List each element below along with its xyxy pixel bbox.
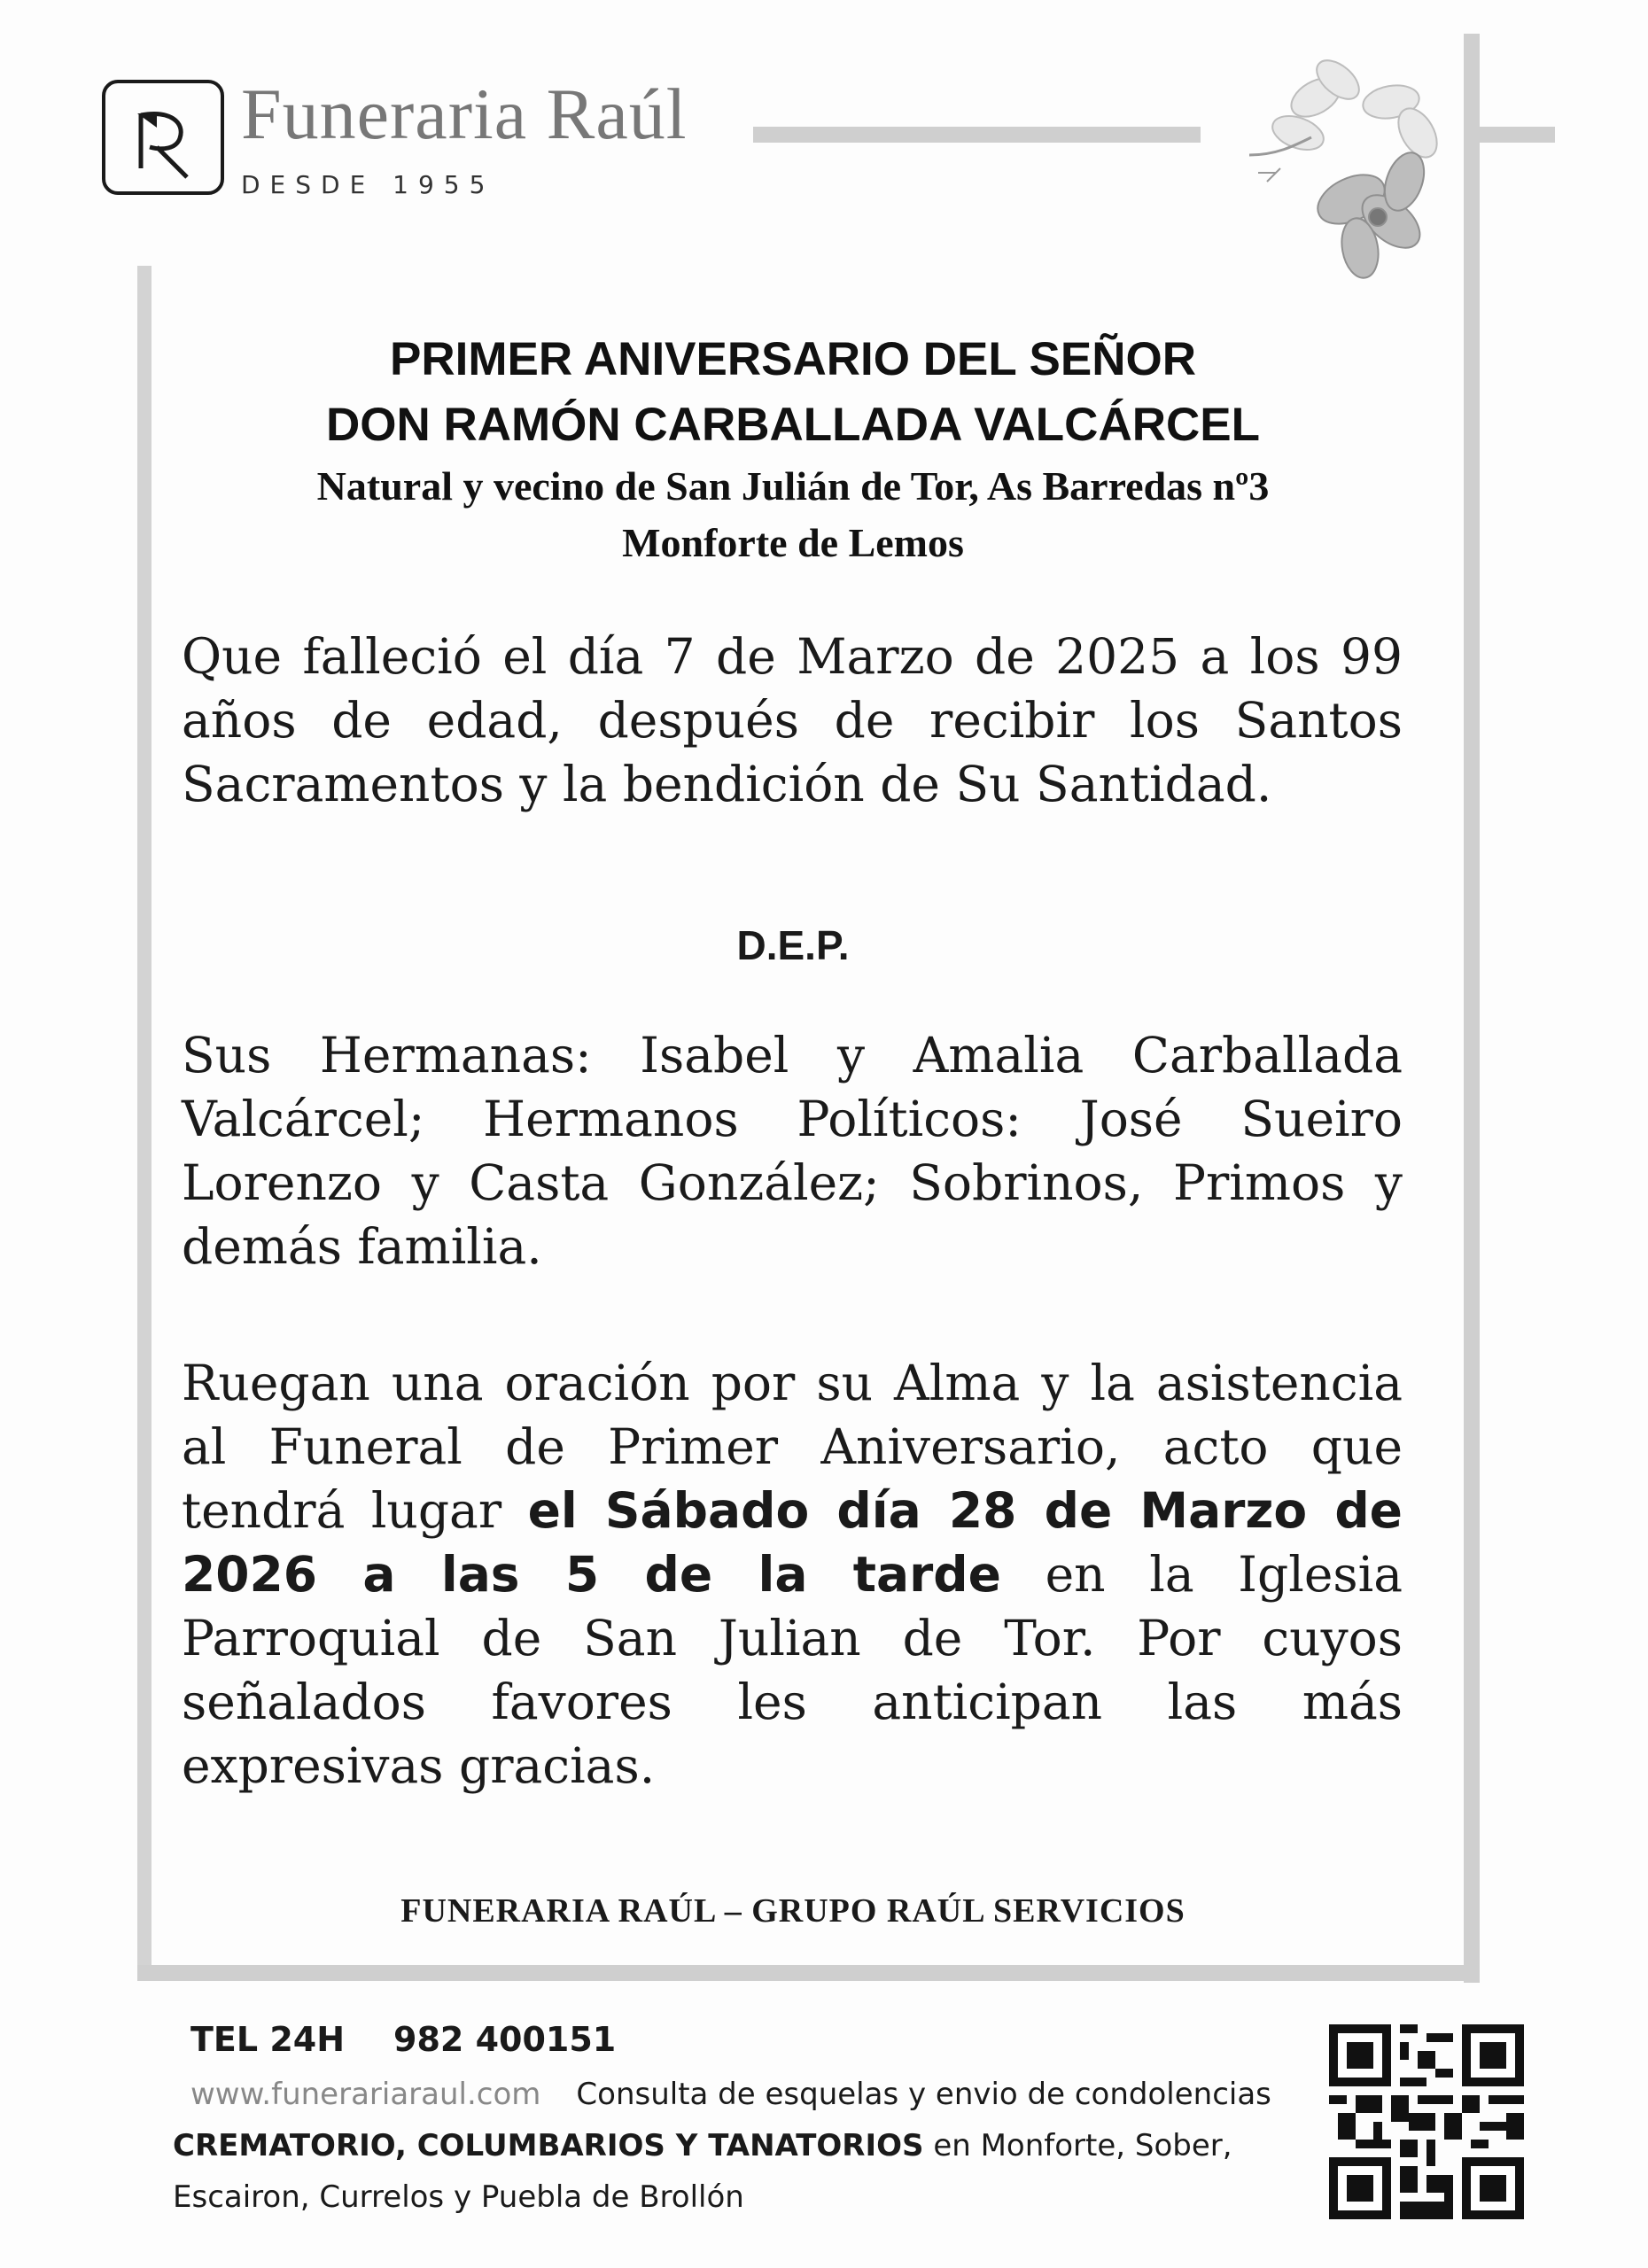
- tel-label: TEL 24H: [190, 2020, 346, 2059]
- tel-number: 982 400151: [393, 2020, 617, 2059]
- website-link[interactable]: www.funerariaraul.com: [190, 2077, 541, 2112]
- funeral-paragraph: [182, 1351, 1403, 1798]
- notice-title-line2: DON RAMÓN CARBALLADA VALCÁRCEL: [325, 399, 1261, 451]
- logo-mark: [102, 80, 224, 195]
- frame-left-border: [137, 266, 152, 1980]
- funeral-text-end: en la Iglesia Parroquial de San Julian de Tor. Por cuyos señalados favores les anticipan las más expresivas gracias.: [182, 1546, 1403, 1794]
- death-paragraph: Que falleció el día 7 de Marzo de 2025 a los 99 años de edad, después de recibir los Santos Sacramentos y la bendición de Su Santidad.: [182, 628, 1403, 812]
- services-list: CREMATORIO, COLUMBARIOS Y TANATORIOS: [173, 2128, 924, 2163]
- frame-right-border: [1464, 34, 1480, 1983]
- contact-text-start: Consulta de esquelas y envio de condolencias: [576, 2077, 1271, 2112]
- flowers-decoration: [1214, 49, 1462, 279]
- dep-line: D.E.P.: [736, 922, 850, 968]
- logo-since: DESDE 1955: [241, 170, 495, 199]
- frame-top-bar: [753, 127, 1201, 143]
- contact-text: [173, 2069, 1271, 2223]
- funeral-text-start: Ruegan una oración por su Alma y la asistencia al Funeral de Primer Aniversario, acto que tendrá lugar: [182, 1355, 1403, 1539]
- frame-bottom-border: [137, 1965, 1480, 1981]
- logo-name: Funeraria Raúl: [241, 74, 688, 154]
- notice-subtitle-line2: Monforte de Lemos: [622, 520, 964, 565]
- family-paragraph: Sus Hermanas: Isabel y Amalia Carballada Valcárcel; Hermanos Políticos: José Sueiro Lorenzo y Casta González; Sobrinos, Primos y demás familia.: [182, 1027, 1403, 1275]
- funeral-date-time: el Sábado día 28 de Marzo de 2026 a las 5 de la tarde: [182, 1482, 1403, 1603]
- notice-footer: FUNERARIA RAÚL – GRUPO RAÚL SERVICIOS: [400, 1892, 1185, 1930]
- notice-title-line1: PRIMER ANIVERSARIO DEL SEÑOR: [390, 333, 1196, 385]
- telephone-line: [190, 2020, 616, 2059]
- qr-code-icon[interactable]: [1329, 2024, 1524, 2219]
- contact-text-end: en Monforte, Sober, Escairon, Currelos y Puebla de Brollón: [173, 2128, 1232, 2215]
- notice-subtitle-line1: Natural y vecino de San Julián de Tor, As Barredas nº3: [316, 463, 1270, 509]
- logo-r-icon: [121, 96, 210, 184]
- frame-top-bar-right: [1475, 127, 1555, 143]
